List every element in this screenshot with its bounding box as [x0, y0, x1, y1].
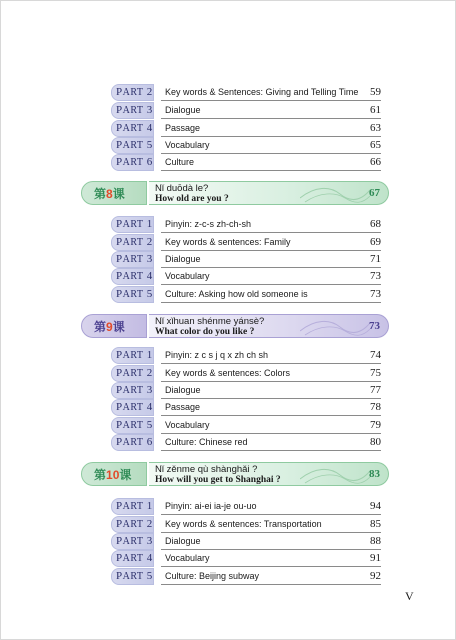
lesson-prefix: 第 — [94, 320, 107, 334]
toc-row[interactable] — [111, 120, 381, 137]
lesson-english-title: What color do you like ? — [155, 327, 255, 337]
entry-page-number: 75 — [370, 367, 381, 379]
lesson-title-band — [149, 181, 389, 205]
entry-page-number: 91 — [370, 552, 381, 564]
toc-entry — [161, 434, 381, 451]
toc-entry — [161, 216, 381, 233]
entry-title: Dialogue — [165, 105, 201, 115]
lesson-header-9[interactable] — [81, 314, 389, 338]
entry-page-number: 78 — [370, 401, 381, 413]
part-tag: PART 4 — [111, 550, 154, 567]
part-tag: PART 3 — [111, 102, 154, 119]
entry-page-number: 59 — [370, 86, 381, 98]
entry-title: Vocabulary — [165, 420, 210, 430]
entry-page-number: 68 — [370, 218, 381, 230]
toc-row[interactable] — [111, 516, 381, 533]
toc-entry — [161, 120, 381, 137]
toc-entry — [161, 286, 381, 303]
toc-row[interactable] — [111, 251, 381, 268]
entry-title: Key words & Sentences: Giving and Telling Time — [165, 87, 359, 97]
toc-row[interactable] — [111, 286, 381, 303]
toc-entry — [161, 268, 381, 285]
lesson-english-title: How old are you ? — [155, 194, 229, 204]
page-number: V — [405, 589, 414, 603]
lesson-tag — [81, 314, 147, 338]
toc-row[interactable] — [111, 382, 381, 399]
toc-row[interactable] — [111, 347, 381, 364]
entry-title: Dialogue — [165, 536, 201, 546]
part-tag: PART 1 — [111, 347, 154, 364]
part-tag: PART 5 — [111, 137, 154, 154]
entry-title: Key words & sentences: Colors — [165, 368, 291, 378]
toc-entry — [161, 137, 381, 154]
toc-entry — [161, 382, 381, 399]
toc-row[interactable] — [111, 102, 381, 119]
toc-entry — [161, 399, 381, 416]
lesson-pinyin: Nǐ zěnme qù shànghǎi ? — [155, 464, 258, 475]
toc-row[interactable] — [111, 84, 381, 101]
lesson-prefix: 第 — [94, 468, 107, 482]
part-tag: PART 4 — [111, 399, 154, 416]
lesson-pinyin: Nǐ xǐhuan shénme yánsè? — [155, 316, 265, 327]
entry-title: Dialogue — [165, 254, 201, 264]
entry-title: Vocabulary — [165, 553, 210, 563]
part-tag: PART 4 — [111, 120, 154, 137]
entry-title: Passage — [165, 123, 201, 133]
entry-page-number: 71 — [370, 253, 381, 265]
toc-row[interactable] — [111, 399, 381, 416]
entry-page-number: 65 — [370, 139, 381, 151]
entry-page-number: 74 — [370, 349, 381, 361]
toc-entry — [161, 516, 381, 533]
lesson-suffix: 课 — [112, 187, 125, 201]
part-tag: PART 2 — [111, 516, 154, 533]
toc-row[interactable] — [111, 234, 381, 251]
lesson-number: 9 — [106, 320, 113, 334]
toc-row[interactable] — [111, 533, 381, 550]
entry-page-number: 73 — [370, 288, 381, 300]
entry-title: Culture: Beijing subway — [165, 571, 260, 581]
entry-title: Culture — [165, 157, 195, 167]
entry-title: Key words & sentences: Family — [165, 237, 291, 247]
toc-entry — [161, 568, 381, 585]
toc-entry — [161, 84, 381, 101]
entry-page-number: 79 — [370, 419, 381, 431]
part-tag: PART 4 — [111, 268, 154, 285]
toc-row[interactable] — [111, 550, 381, 567]
toc-row[interactable] — [111, 498, 381, 515]
part-tag: PART 5 — [111, 417, 154, 434]
toc-entry — [161, 498, 381, 515]
part-tag: PART 3 — [111, 533, 154, 550]
entry-title: Passage — [165, 402, 201, 412]
toc-row[interactable] — [111, 365, 381, 382]
entry-title: Pinyin: ai-ei ia-je ou-uo — [165, 501, 257, 511]
entry-page-number: 66 — [370, 156, 381, 168]
part-tag: PART 5 — [111, 286, 154, 303]
toc-entry — [161, 417, 381, 434]
lesson-tag — [81, 181, 147, 205]
entry-page-number: 85 — [370, 518, 381, 530]
toc-entry — [161, 365, 381, 382]
entry-page-number: 73 — [370, 270, 381, 282]
lesson-number: 8 — [106, 187, 113, 201]
entry-title: Pinyin: z-c-s zh-ch-sh — [165, 219, 252, 229]
lesson-pinyin: Nǐ duōdà le? — [155, 183, 209, 194]
entry-title: Vocabulary — [165, 140, 210, 150]
entry-page-number: 69 — [370, 236, 381, 248]
swirl-ornament-icon — [300, 463, 370, 486]
toc-row[interactable] — [111, 434, 381, 451]
part-tag: PART 2 — [111, 234, 154, 251]
entry-title: Dialogue — [165, 385, 201, 395]
toc-entry — [161, 102, 381, 119]
part-tag: PART 5 — [111, 568, 154, 585]
swirl-ornament-icon — [300, 182, 370, 205]
lesson-prefix: 第 — [94, 187, 107, 201]
entry-page-number: 77 — [370, 384, 381, 396]
entry-title: Culture: Chinese red — [165, 437, 248, 447]
lesson-number: 10 — [106, 468, 120, 482]
toc-row[interactable] — [111, 268, 381, 285]
lesson-header-8[interactable] — [81, 181, 389, 205]
part-tag: PART 2 — [111, 365, 154, 382]
part-tag: PART 1 — [111, 498, 154, 515]
part-tag: PART 3 — [111, 382, 154, 399]
toc-entry — [161, 550, 381, 567]
lesson-page-number: 67 — [369, 187, 380, 199]
entry-page-number: 92 — [370, 570, 381, 582]
swirl-ornament-icon — [300, 315, 370, 338]
toc-entry — [161, 234, 381, 251]
part-tag: PART 1 — [111, 216, 154, 233]
lesson-title-band — [149, 314, 389, 338]
toc-row[interactable] — [111, 417, 381, 434]
lesson-tag — [81, 462, 147, 486]
entry-page-number: 63 — [370, 122, 381, 134]
toc-entry — [161, 251, 381, 268]
entry-page-number: 61 — [370, 104, 381, 116]
entry-title: Key words & sentences: Transportation — [165, 519, 322, 529]
lesson-suffix: 课 — [112, 320, 125, 334]
entry-page-number: 80 — [370, 436, 381, 448]
lesson-title-band — [149, 462, 389, 486]
lesson-page-number: 73 — [369, 320, 380, 332]
toc-row[interactable] — [111, 568, 381, 585]
part-tag: PART 2 — [111, 84, 154, 101]
toc-entry — [161, 347, 381, 364]
part-tag: PART 6 — [111, 434, 154, 451]
entry-title: Culture: Asking how old someone is — [165, 289, 308, 299]
toc-row[interactable] — [111, 137, 381, 154]
entry-page-number: 94 — [370, 500, 381, 512]
entry-title: Pinyin: z c s j q x zh ch sh — [165, 350, 269, 360]
entry-page-number: 88 — [370, 535, 381, 547]
toc-row[interactable] — [111, 154, 381, 171]
lesson-english-title: How will you get to Shanghai ? — [155, 475, 281, 485]
lesson-header-10[interactable] — [81, 462, 389, 486]
lesson-page-number: 83 — [369, 468, 380, 480]
toc-entry — [161, 533, 381, 550]
toc-entry — [161, 154, 381, 171]
entry-title: Vocabulary — [165, 271, 210, 281]
lesson-suffix: 课 — [119, 468, 132, 482]
part-tag: PART 3 — [111, 251, 154, 268]
toc-row[interactable] — [111, 216, 381, 233]
part-tag: PART 6 — [111, 154, 154, 171]
